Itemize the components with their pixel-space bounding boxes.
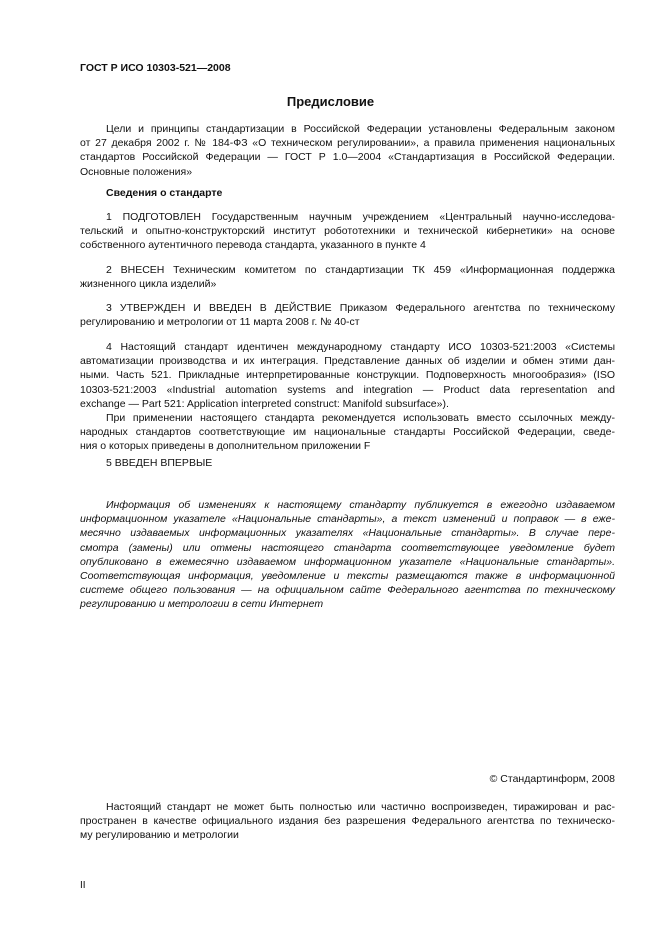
page-number: II xyxy=(80,880,86,891)
rights-line: Настоящий стандарт не может быть полностью или частично воспроизведен, тиражирован и рас- xyxy=(106,801,615,813)
notice-line: информационном указателе «Национальные стандарты», а текст изменений и поправок — в еже- xyxy=(80,513,615,526)
item-2-line: жизненного цикла изделий» xyxy=(80,278,217,291)
intro-line: Основные положения» xyxy=(80,165,193,178)
item-3-line: 3 УТВЕРЖДЕН И ВВЕДЕН В ДЕЙСТВИЕ Приказом Федерального агентства по техническому xyxy=(106,302,615,314)
intro-line: от 27 декабря 2002 г. № 184-ФЗ «О техническом регулировании», а правила применения национальных xyxy=(80,137,615,150)
notice-line: Информация об изменениях к настоящему стандарту публикуется в ежегодно издаваемом xyxy=(106,499,615,511)
item-4 xyxy=(80,340,615,454)
notice-line: системе общего пользования — на официальном сайте Федерального агентства по техническому xyxy=(80,584,615,597)
document-id: ГОСТ Р ИСО 10303-521—2008 xyxy=(80,62,231,74)
item-1-line: тельский и опытно-конструкторский институт робототехники и технической кибернетики» на основе xyxy=(80,225,615,238)
rights-notice xyxy=(80,800,615,843)
item-1-line: собственного аутентичного перевода стандарта, указанного в пункте 4 xyxy=(80,239,426,252)
item-3-line: регулированию и метрологии от 11 марта 2008 г. № 40-ст xyxy=(80,316,360,329)
item-4-line: 10303-521:2003 «Industrial automation systems and integration — Product data representation and xyxy=(80,383,615,396)
rights-line: пространен в качестве официального издания без разрешения Федерального агентства по техническо- xyxy=(80,815,615,828)
intro-paragraph xyxy=(80,122,615,179)
notice-line: опубликовано в ежемесячно издаваемом информационном указателе «Национальные стандарты». xyxy=(80,555,615,568)
item-4-note-line: ния о которых приведены в дополнительном приложении F xyxy=(80,440,371,453)
item-4-note-line: народных стандартов соответствующие им национальные стандарты Российской Федерации, сведе- xyxy=(80,426,615,439)
change-notice xyxy=(80,498,615,612)
intro-line: Цели и принципы стандартизации в Российской Федерации установлены Федеральным законом xyxy=(106,123,615,135)
notice-line: смотра (замены) или отмены настоящего стандарта соответствующее уведомление будет xyxy=(80,541,615,554)
item-2-line: 2 ВНЕСЕН Техническим комитетом по стандартизации ТК 459 «Информационная поддержка xyxy=(106,264,615,276)
item-1 xyxy=(80,210,615,253)
item-4-line: ными. Часть 521. Прикладные интерпретированные конструкции. Подповерхность многообразия» (ISO xyxy=(80,369,615,382)
item-2 xyxy=(80,263,615,291)
copyright: © Стандартинформ, 2008 xyxy=(489,773,615,785)
item-5: 5 ВВЕДЕН ВПЕРВЫЕ xyxy=(106,457,213,469)
notice-line: месячно издаваемых информационных указателях «Национальные стандарты». В случае пере- xyxy=(80,527,615,540)
item-4-line: exchange — Part 521: Application interpreted construct: Manifold subsurface»). xyxy=(80,397,449,410)
page-title: Предисловие xyxy=(286,94,375,109)
notice-line: Соответствующая информация, уведомление и тексты размещаются также в информационной xyxy=(80,570,615,583)
item-4-line: 4 Настоящий стандарт идентичен международному стандарту ИСО 10303-521:2003 «Системы xyxy=(106,341,615,353)
item-1-line: 1 ПОДГОТОВЛЕН Государственным научным учреждением «Центральный научно-исследова- xyxy=(106,211,615,223)
item-4-line: автоматизации производства и их интеграция. Представление данных об изделии и обмен этими дан- xyxy=(80,355,615,368)
intro-line: стандартов Российской Федерации — ГОСТ Р 1.0—2004 «Стандартизация в Российской Федерации. xyxy=(80,151,615,164)
rights-line: му регулированию и метрологии xyxy=(80,829,239,842)
section-subheading: Сведения о стандарте xyxy=(106,187,223,199)
item-3 xyxy=(80,301,615,329)
item-4-note-line: При применении настоящего стандарта рекомендуется использовать вместо ссылочных между- xyxy=(106,412,615,425)
notice-line: регулированию и метрологии в сети Интернет xyxy=(80,598,324,611)
